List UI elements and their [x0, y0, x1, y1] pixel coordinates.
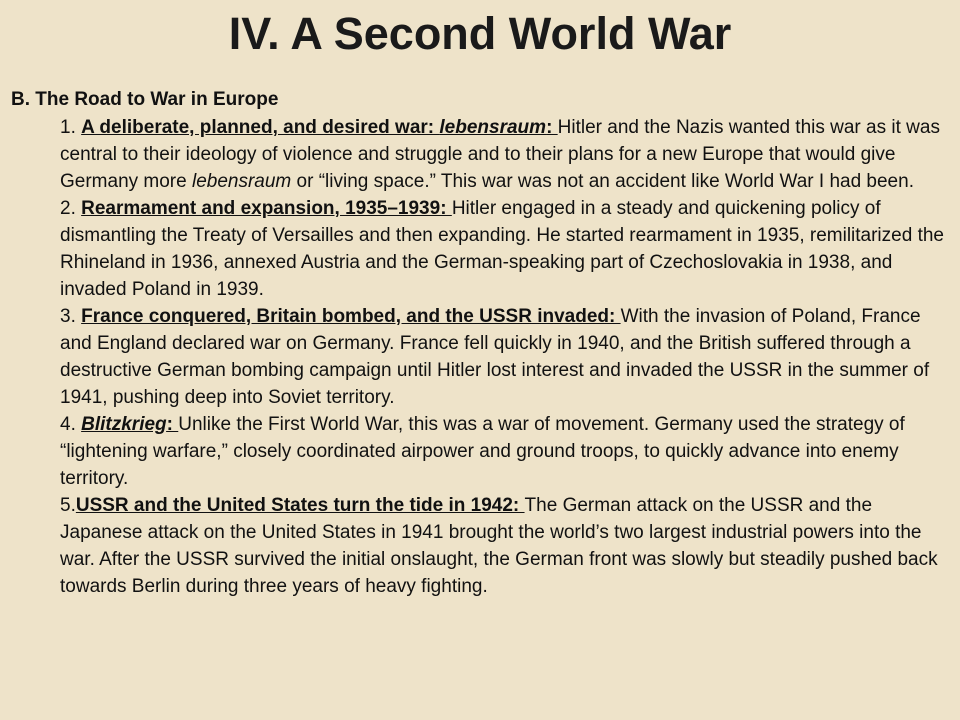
- point-body: Unlike the First World War, this was a war of movement. Germany used the strategy of “lightening warfare,” closely coordinated airpower and ground troops, to quickly advance into enemy territory.: [60, 414, 905, 489]
- point-body: Hitler and the Nazis wanted this war as it was central to their ideology of violence and struggle and to their plans for a new Europe that would give Germany more: [60, 117, 940, 192]
- points-list: [60, 114, 952, 600]
- point-number: 1.: [60, 117, 82, 138]
- point-number: 4.: [60, 414, 82, 435]
- point-lead: Rearmament and expansion, 1935–1939:: [81, 198, 452, 219]
- point-lead-emphasis: Blitzkrieg: [81, 414, 167, 435]
- point-1: [60, 114, 952, 195]
- point-body: With the invasion of Poland, France and England declared war on Germany. France fell quickly in 1940, and the British suffered through a destructive German bombing campaign until Hitler lost interest and invaded the USSR in the summer of 1941, pushing deep into Soviet territory.: [60, 306, 930, 408]
- point-lead: France conquered, Britain bombed, and the USSR invaded:: [81, 306, 621, 327]
- point-lead: [81, 414, 178, 435]
- point-number: 2.: [60, 198, 82, 219]
- point-4: [60, 411, 952, 492]
- slide-title: IV. A Second World War: [228, 8, 732, 59]
- point-number: 5.: [60, 495, 76, 516]
- point-lead-text: A deliberate, planned, and desired war:: [81, 117, 440, 138]
- point-lead-colon: :: [166, 414, 179, 435]
- section-heading: B. The Road to War in Europe: [11, 89, 279, 110]
- point-body-emphasis: lebensraum: [191, 171, 292, 192]
- point-body: Hitler engaged in a steady and quickening policy of dismantling the Treaty of Versailles and then expanding. He started rearmament in 1935, remilitarized the Rhineland in 1936, annexed Austria and the German-speaking part of Czechoslovakia in 1938, and invaded Poland in 1939.: [60, 198, 944, 300]
- point-lead: [81, 117, 558, 138]
- point-5: [60, 492, 952, 600]
- point-body-end: or “living space.” This war was not an accident like World War I had been.: [291, 171, 914, 192]
- point-number: 3.: [60, 306, 82, 327]
- point-body: The German attack on the USSR and the Japanese attack on the United States in 1941 brought the world’s two largest industrial powers into the war. After the USSR survived the initial onslaught, the German front was slowly but steadily pushed back towards Berlin during three years of heavy fighting.: [60, 495, 938, 597]
- point-lead-colon: :: [546, 117, 558, 138]
- point-3: [60, 303, 952, 411]
- point-2: [60, 195, 952, 303]
- point-lead-emphasis: lebensraum: [439, 117, 547, 138]
- point-lead: USSR and the United States turn the tide in 1942:: [75, 495, 525, 516]
